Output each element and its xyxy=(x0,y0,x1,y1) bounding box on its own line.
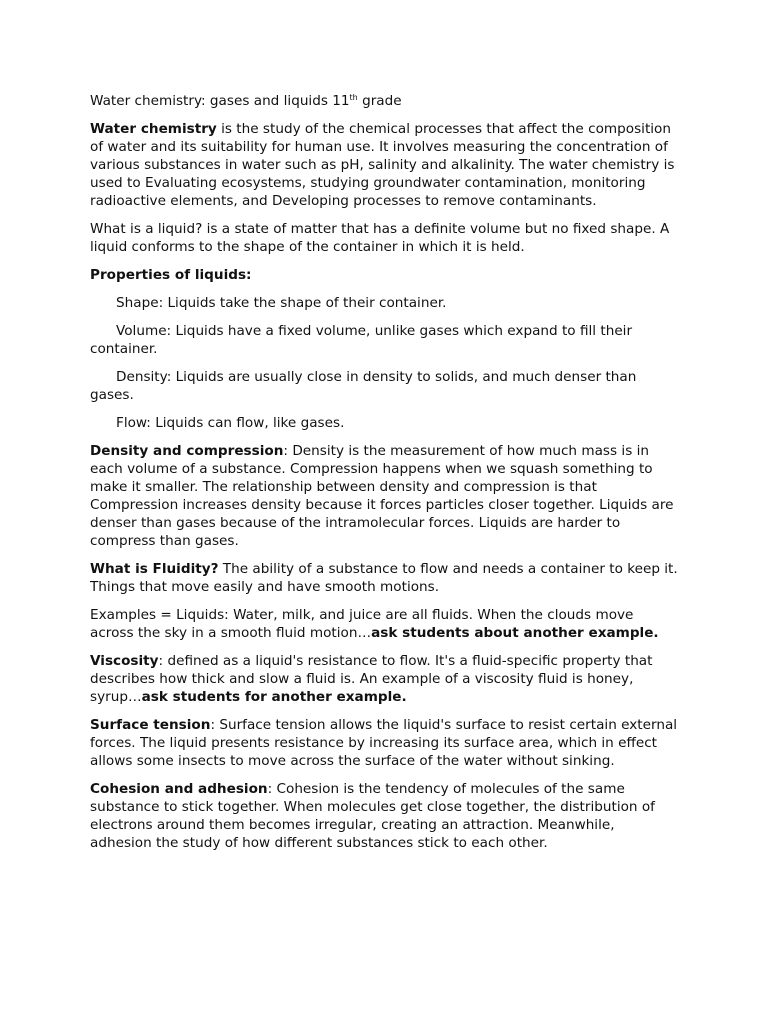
term-viscosity: Viscosity xyxy=(90,653,159,669)
term-density-compression: Density and compression xyxy=(90,443,284,459)
definition-density-compression: : Density is the measurement of how much mass is in each volume of a substance. Compression happens when we squash something to make it smaller. The relationship between density and compression is that Compression increases density because it forces particles closer together. Liquids are denser than gases because of the intramolecular forces. Liquids are harder to compress than gases. xyxy=(90,443,674,549)
definition-water-chemistry: is the study of the chemical processes that affect the composition of water and its suitability for human use. It involves measuring the concentration of various substances in water such as pH, salinity and alkalinity. The water chemistry is used to Evaluating ecosystems, studying groundwater contamination, monitoring radioactive elements, and Developing processes to remove contaminants. xyxy=(90,121,675,209)
property-volume: Volume: Liquids have a fixed volume, unlike gases which expand to fill their container. xyxy=(90,323,633,357)
term-water-chemistry: Water chemistry xyxy=(90,121,217,137)
document-title xyxy=(90,92,678,110)
paragraph-surface-tension xyxy=(90,716,678,770)
definition-cohesion-adhesion: : Cohesion is the tendency of molecules of the same substance to stick together. When molecules get close together, the distribution of electrons around them becomes irregular, creating an attraction. Meanwhile, adhesion the study of how different substances stick to each other. xyxy=(90,781,655,851)
definition-fluidity: The ability of a substance to flow and needs a container to keep it. Things that move easily and have smooth motions. xyxy=(90,561,678,595)
property-flow: Flow: Liquids can flow, like gases. xyxy=(116,415,345,431)
definition-viscosity: : defined as a liquid's resistance to flow. It's a fluid-specific property that describes how thick and slow a fluid is. An example of a viscosity fluid is honey, syrup… xyxy=(90,653,653,705)
title-text: Water chemistry: gases and liquids 11 xyxy=(90,93,350,109)
property-density: Density: Liquids are usually close in density to solids, and much denser than gases. xyxy=(90,369,637,403)
term-fluidity: What is Fluidity? xyxy=(90,561,219,577)
paragraph-fluidity xyxy=(90,560,678,596)
viscosity-prompt: ask students for another example. xyxy=(141,689,407,705)
paragraph-density-compression xyxy=(90,442,678,550)
paragraph-examples xyxy=(90,606,678,642)
definition-surface-tension: : Surface tension allows the liquid's surface to resist certain external forces. The liquid presents resistance by increasing its surface area, which in effect allows some insects to move across the surface of the water without sinking. xyxy=(90,717,678,769)
heading-properties-text: Properties of liquids: xyxy=(90,267,252,283)
examples-prompt: ask students about another example. xyxy=(371,625,659,641)
title-superscript: th xyxy=(349,93,358,102)
heading-properties-of-liquids xyxy=(90,266,678,284)
property-shape: Shape: Liquids take the shape of their container. xyxy=(116,295,447,311)
paragraph-what-is-liquid: What is a liquid? is a state of matter that has a definite volume but no fixed shape. A liquid conforms to the shape of the container in which it is held. xyxy=(90,221,670,255)
title-text-end: grade xyxy=(357,93,402,109)
term-surface-tension: Surface tension xyxy=(90,717,211,733)
examples-text: Examples = Liquids: Water, milk, and juice are all fluids. When the clouds move across the sky in a smooth fluid motion… xyxy=(90,607,634,641)
paragraph-viscosity xyxy=(90,652,678,706)
paragraph-cohesion-adhesion xyxy=(90,780,678,852)
term-cohesion-adhesion: Cohesion and adhesion xyxy=(90,781,268,797)
paragraph-water-chemistry xyxy=(90,120,678,210)
